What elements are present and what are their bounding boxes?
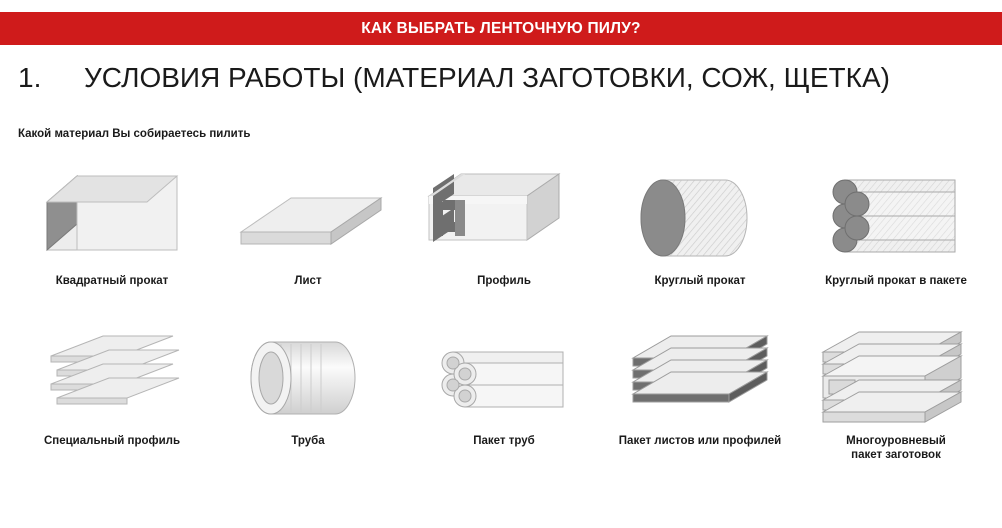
heading-text: УСЛОВИЯ РАБОТЫ (МАТЕРИАЛ ЗАГОТОВКИ, СОЖ, ЩЕТКА) [84, 62, 890, 93]
square-bar-icon [17, 162, 207, 274]
special-profile-icon [17, 322, 207, 434]
material-caption: Пакет труб [473, 435, 535, 447]
material-grid-row [14, 162, 994, 322]
material-item [210, 162, 406, 322]
heading-number: 1. [18, 62, 42, 93]
header-banner [0, 12, 1002, 45]
material-item [602, 162, 798, 322]
material-caption: Труба [291, 435, 325, 447]
material-item [602, 322, 798, 482]
material-item [798, 162, 994, 322]
material-caption: Круглый прокат в пакете [825, 275, 967, 287]
material-caption: Круглый прокат [654, 275, 746, 287]
subtitle: Какой материал Вы собираетесь пилить [18, 128, 251, 140]
material-item [14, 162, 210, 322]
material-caption: Специальный профиль [43, 435, 181, 447]
h-profile-icon [409, 162, 599, 274]
page-title [18, 62, 890, 94]
banner-title: КАК ВЫБРАТЬ ЛЕНТОЧНУЮ ПИЛУ? [361, 19, 641, 37]
material-caption: Профиль [477, 275, 531, 287]
caption-line-1: Многоуровневый [846, 435, 946, 447]
sheet-stack-icon [605, 322, 795, 434]
pipe-bundle-icon [409, 322, 599, 434]
pipe-icon [213, 322, 403, 434]
multilevel-bundle-icon [801, 322, 991, 434]
material-caption: Лист [294, 275, 322, 287]
material-grid [14, 162, 994, 482]
material-item [406, 322, 602, 482]
material-caption: Пакет листов или профилей [618, 435, 782, 447]
material-item [798, 322, 994, 482]
material-caption: Квадратный прокат [55, 275, 169, 287]
material-item [210, 322, 406, 482]
round-bar-icon [605, 162, 795, 274]
round-bar-bundle-icon [801, 162, 991, 274]
material-item [406, 162, 602, 322]
caption-line-2: пакет заготовок [851, 449, 941, 461]
material-item [14, 322, 210, 482]
material-caption [846, 434, 946, 462]
sheet-plate-icon [213, 162, 403, 274]
material-grid-row [14, 322, 994, 482]
